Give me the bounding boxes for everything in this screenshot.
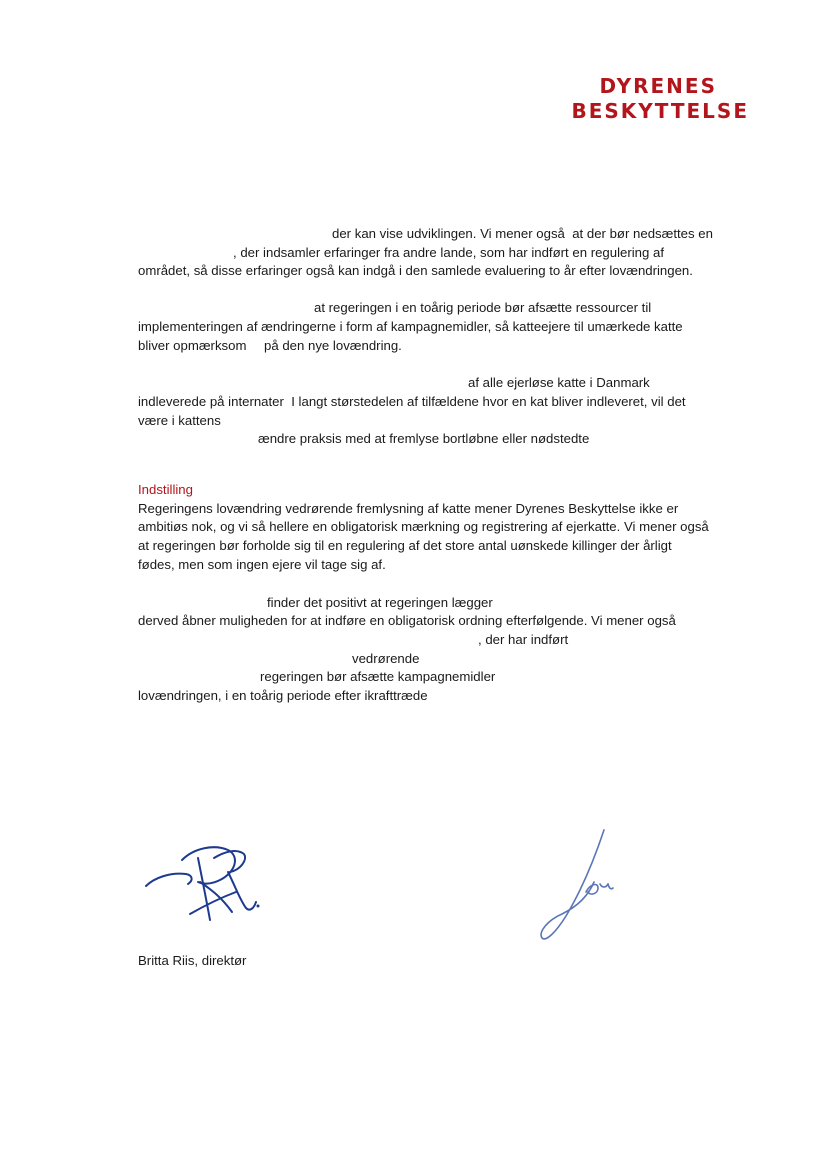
text-line: på den nye lovændring.	[264, 338, 402, 353]
text-line: at regeringen bør forholde sig til en regulering af det store antal uønskede killinger der årligt	[138, 538, 672, 553]
text-line: der kan vise udviklingen. Vi mener også at der bør nedsættes en	[332, 226, 713, 241]
signatory-name: Britta Riis, direktør	[138, 953, 247, 968]
text-line: indleverede på internater I langt størstedelen af tilfældene hvor en kat bliver indleveret, vil det	[138, 394, 686, 409]
text-line: vedrørende	[352, 651, 420, 666]
text-line: lovændringen, i en toårig periode efter ikrafttræde	[138, 688, 428, 703]
text-line: området, så disse erfaringer også kan indgå i den samlede evaluering to år efter lovændringen.	[138, 263, 693, 278]
organization-logo	[571, 74, 749, 124]
text-line: implementeringen af ændringerne i form af kampagnemidler, så katteejere til umærkede katte	[138, 319, 683, 334]
text-line: , der har indført	[478, 632, 569, 647]
logo-line-1: DYRENES	[599, 74, 717, 98]
signature-left	[140, 838, 270, 928]
text-line: derved åbner muligheden for at indføre en obligatorisk ordning efterfølgende. Vi mener også	[138, 613, 676, 628]
text-line: ambitiøs nok, og vi så hellere en obligatorisk mærkning og registrering af ejerkatte. Vi mener også	[138, 519, 709, 534]
signature-right	[532, 824, 622, 949]
text-line: være i kattens	[138, 413, 221, 428]
text-line: finder det positivt at regeringen lægger	[267, 595, 493, 610]
text-line: at regeringen i en toårig periode bør afsætte ressourcer til	[314, 300, 652, 315]
logo-line-2: BESKYTTELSE	[571, 99, 749, 123]
text-line: regeringen bør afsætte kampagnemidler	[260, 669, 496, 684]
text-line: Regeringens lovændring vedrørende fremlysning af katte mener Dyrenes Beskyttelse ikke er	[138, 501, 679, 516]
section-heading: Indstilling	[138, 482, 193, 497]
text-line: , der indsamler erfaringer fra andre lande, som har indført en regulering af	[233, 245, 665, 260]
text-line: ændre praksis med at fremlyse bortløbne eller nødstedte	[258, 431, 590, 446]
text-line: af alle ejerløse katte i Danmark	[468, 375, 650, 390]
text-line: bliver opmærksom	[138, 338, 247, 353]
text-line: fødes, men som ingen ejere vil tage sig af.	[138, 557, 386, 572]
